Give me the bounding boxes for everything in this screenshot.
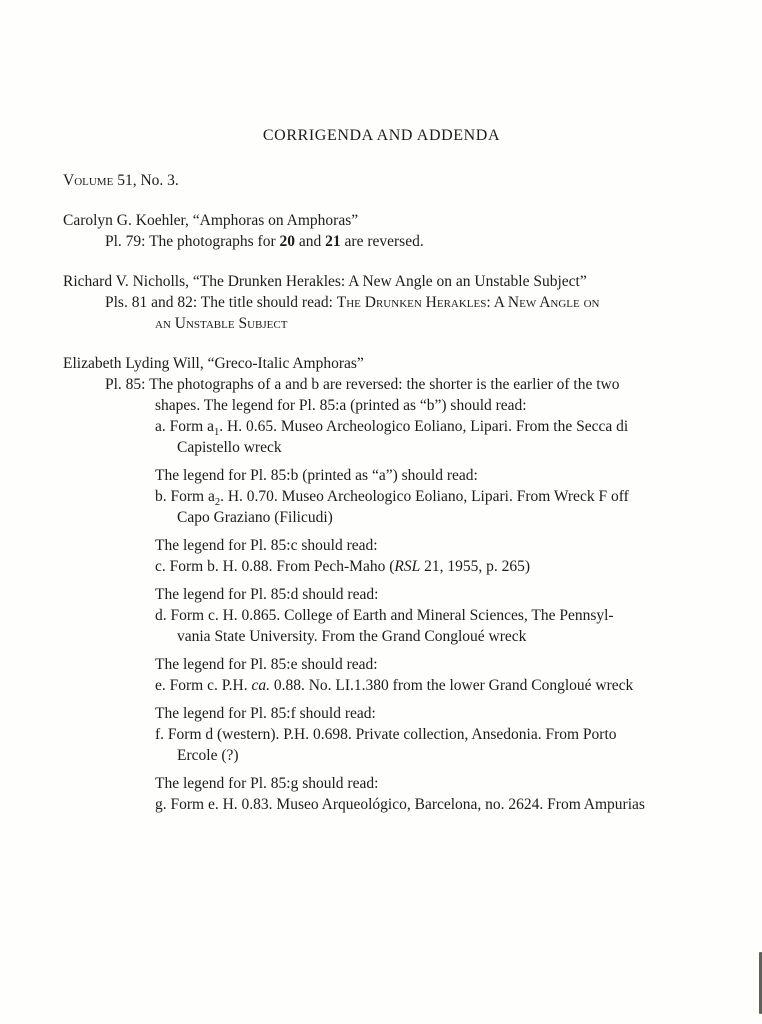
text-segment: Elizabeth Lyding Will, “Greco-Italic Amphoras” [63, 355, 364, 372]
entry-line [63, 313, 700, 334]
text-segment: 51, No. 3. [113, 172, 179, 189]
text-segment: Pl. 85: The photographs of a and b are reversed: the shorter is the earlier of the two [105, 376, 620, 393]
entry-line [63, 465, 700, 486]
text-segment: an Unstable Subject [155, 315, 288, 332]
text-segment: Pl. 79: The photographs for [105, 233, 280, 250]
text-segment: Volume [63, 172, 114, 189]
entry-line [63, 584, 700, 605]
text-segment: 21, 1955, p. 265) [420, 558, 531, 575]
entry-author [63, 353, 700, 374]
text-segment: The legend for Pl. 85:e should read: [155, 656, 378, 673]
text-segment: The legend for Pl. 85:d should read: [155, 586, 379, 603]
entry-line [63, 605, 700, 626]
text-segment: and [295, 233, 326, 250]
entry-line [63, 773, 700, 794]
text-segment: are reversed. [340, 233, 424, 250]
entry-author [63, 271, 700, 292]
entry-line [63, 745, 700, 766]
entry-line [63, 395, 700, 416]
text-segment: . H. 0.70. Museo Archeologico Eoliano, Lipari. From Wreck F off [220, 488, 629, 505]
text-segment: 21 [325, 233, 341, 250]
entry-line [63, 292, 700, 313]
text-segment: d. Form c. H. 0.865. College of Earth and Mineral Sciences, The Pennsyl- [155, 607, 614, 624]
corrigenda-entry [63, 210, 700, 252]
entry-line [63, 626, 700, 647]
corrigenda-entry [63, 271, 700, 334]
entry-line [63, 535, 700, 556]
entry-line [63, 374, 700, 395]
text-segment: b. Form a [155, 488, 215, 505]
page-title: CORRIGENDA AND ADDENDA [262, 127, 501, 144]
text-segment: 1 [213, 427, 220, 439]
text-segment: The legend for Pl. 85:g should read: [155, 775, 379, 792]
text-segment: RSL [394, 558, 421, 575]
text-segment: g. Form e. H. 0.83. Museo Arqueológico, Barcelona, no. 2624. From Ampurias [155, 796, 645, 813]
text-segment: Carolyn G. Koehler, “Amphoras on Amphoras” [63, 212, 359, 229]
text-segment: The legend for Pl. 85:f should read: [155, 705, 376, 722]
text-segment: . H. 0.65. Museo Archeologico Eoliano, Lipari. From the Secca di [219, 418, 629, 435]
entry-line [63, 703, 700, 724]
text-segment: a. Form a [155, 418, 214, 435]
entry-line [63, 437, 700, 458]
text-segment: c. Form b. H. 0.88. From Pech-Maho ( [155, 558, 395, 575]
entry-line [63, 794, 700, 815]
text-segment: vania State University. From the Grand Congloué wreck [177, 628, 527, 645]
volume-heading [63, 170, 700, 191]
entry-line [63, 654, 700, 675]
text-segment: Richard V. Nicholls, “The Drunken Herakles: A New Angle on an Unstable Subject” [63, 273, 587, 290]
text-segment: e. Form c. P.H. [155, 677, 252, 694]
text-segment: 0.88. No. LI.1.380 from the lower Grand Congloué wreck [269, 677, 634, 694]
entry-line [63, 507, 700, 528]
text-segment: Ercole (?) [177, 747, 239, 764]
entry-line [63, 486, 700, 507]
text-segment: The Drunken Herakles: A New Angle on [336, 294, 600, 311]
entry-line [63, 556, 700, 577]
text-segment: Pls. 81 and 82: The title should read: [105, 294, 337, 311]
entry-line [63, 231, 700, 252]
entry-line [63, 416, 700, 437]
text-segment: Capo Graziano (Filicudi) [177, 509, 333, 526]
corrigenda-entries [63, 210, 700, 815]
text-segment: ca. [251, 677, 270, 694]
text-segment: Capistello wreck [177, 439, 282, 456]
entry-author [63, 210, 700, 231]
text-segment: The legend for Pl. 85:b (printed as “a”) should read: [155, 467, 478, 484]
entry-line [63, 675, 700, 696]
entry-line [63, 724, 700, 745]
corrigenda-entry [63, 353, 700, 815]
text-segment: The legend for Pl. 85:c should read: [155, 537, 378, 554]
text-segment: shapes. The legend for Pl. 85:a (printed as “b”) should read: [155, 397, 527, 414]
text-segment: 2 [214, 497, 221, 509]
text-segment: f. Form d (western). P.H. 0.698. Private collection, Ansedonia. From Porto [155, 726, 617, 743]
text-segment: 20 [279, 233, 296, 250]
